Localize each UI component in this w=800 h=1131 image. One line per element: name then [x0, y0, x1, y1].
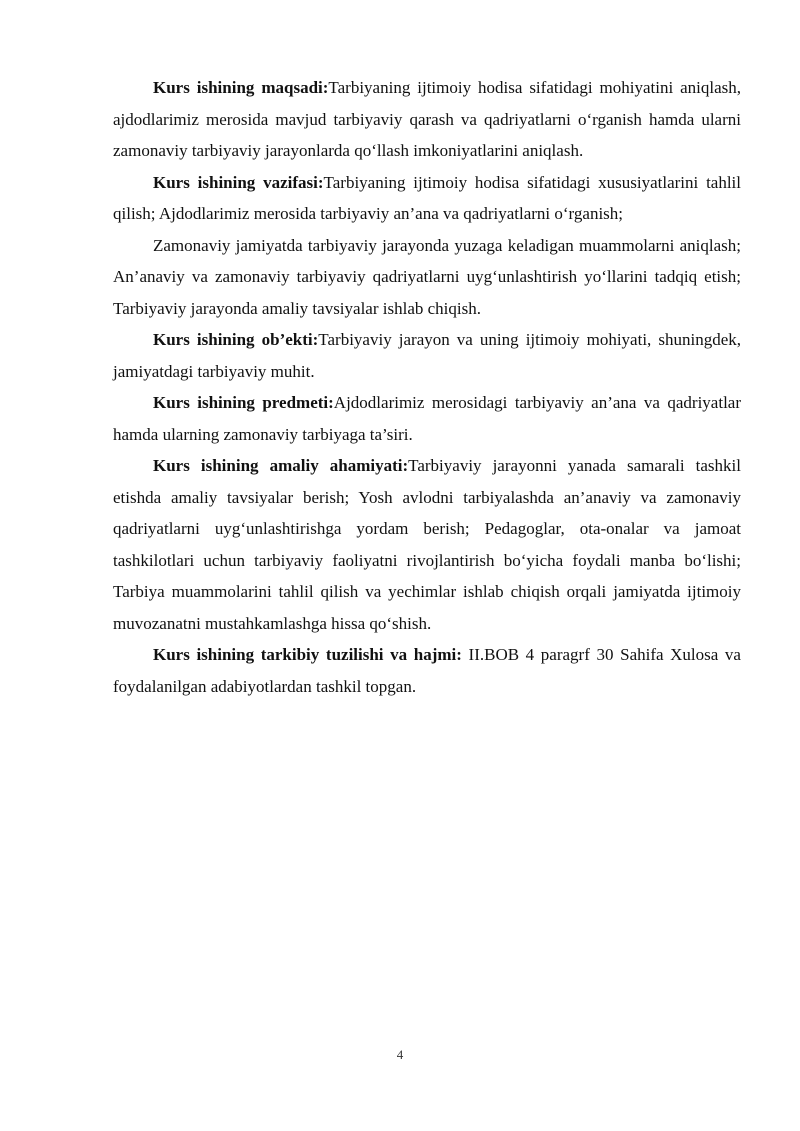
paragraph-label: Kurs ishining tarkibiy tuzilishi va hajmi:: [153, 645, 462, 664]
paragraph-amaliy-ahamiyati: [113, 450, 741, 639]
paragraph-label: Kurs ishining predmeti:: [153, 393, 334, 412]
paragraph-maqsadi: [113, 72, 741, 167]
paragraph-text: Zamonaviy jamiyatda tarbiyaviy jarayonda yuzaga keladigan muammolarni aniqlash; An’anaviy va zamonaviy tarbiyaviy qadriyatlarni uyg‘unlashtirish yo‘llarini tadqiq etish; Tarbiyaviy jarayonda amaliy tavsiyalar ishlab chiqish.: [113, 235, 741, 318]
paragraph-text: II.BOB 4 paragrf 30 Sahifa Xulosa va foydalanilgan adabiyotlardan tashkil topgan.: [113, 645, 741, 696]
paragraph-predmeti: [113, 387, 741, 450]
paragraph-text: Tarbiyaning ijtimoiy hodisa sifatidagi xususiyatlarini tahlil qilish; Ajdodlarimiz merosida tarbiyaviy an’ana va qadriyatlarni o‘rganish;: [113, 172, 742, 223]
paragraph-text: Ajdodlarimiz merosidagi tarbiyaviy an’ana va qadriyatlar hamda ularning zamonaviy tarbiyaga ta’siri.: [113, 393, 742, 444]
paragraph-vazifasi-continued: [113, 230, 741, 325]
paragraph-label: Kurs ishining ob’ekti:: [153, 330, 319, 349]
paragraph-label: Kurs ishining vazifasi:: [153, 172, 324, 192]
paragraph-text: Tarbiyaning ijtimoiy hodisa sifatidagi mohiyatini aniqlash, ajdodlarimiz merosida mavjud tarbiyaviy qarash va qadriyatlarni o‘rganish hamda ularni zamonaviy tarbiyaviy jarayonlarda qo‘llash imkoniyatlarini aniqlash.: [113, 78, 741, 160]
paragraph-tarkibiy-tuzilishi: [113, 639, 741, 702]
paragraph-text: Tarbiyaviy jarayonni yanada samarali tashkil etishda amaliy tavsiyalar berish; Yosh avlodni tarbiyalashda an’anaviy va zamonaviy qadriyatlarni uyg‘unlashtirishga yordam berish; Pedagoglar, ota-onalar va jamoat tashkilotlari uchun tarbiyaviy faoliyatni rivojlantirish bo‘yicha foydali manba bo‘lishi; Tarbiya muammolarini tahlil qilish va yechimlar ishlab chiqish orqali jamiyatda ijtimoiy muvozanatni mustahkamlashga hissa qo‘shish.: [113, 456, 741, 633]
paragraph-obekti: [113, 324, 741, 387]
paragraph-text: Tarbiyaviy jarayon va uning ijtimoiy mohiyati, shuningdek, jamiyatdagi tarbiyaviy muhit.: [113, 330, 741, 381]
paragraph-label: Kurs ishining amaliy ahamiyati:: [153, 456, 409, 475]
paragraph-vazifasi: [113, 167, 741, 230]
page-body: [113, 72, 741, 702]
paragraph-label: Kurs ishining maqsadi:: [153, 78, 329, 97]
page-number: 4: [396, 1047, 404, 1062]
